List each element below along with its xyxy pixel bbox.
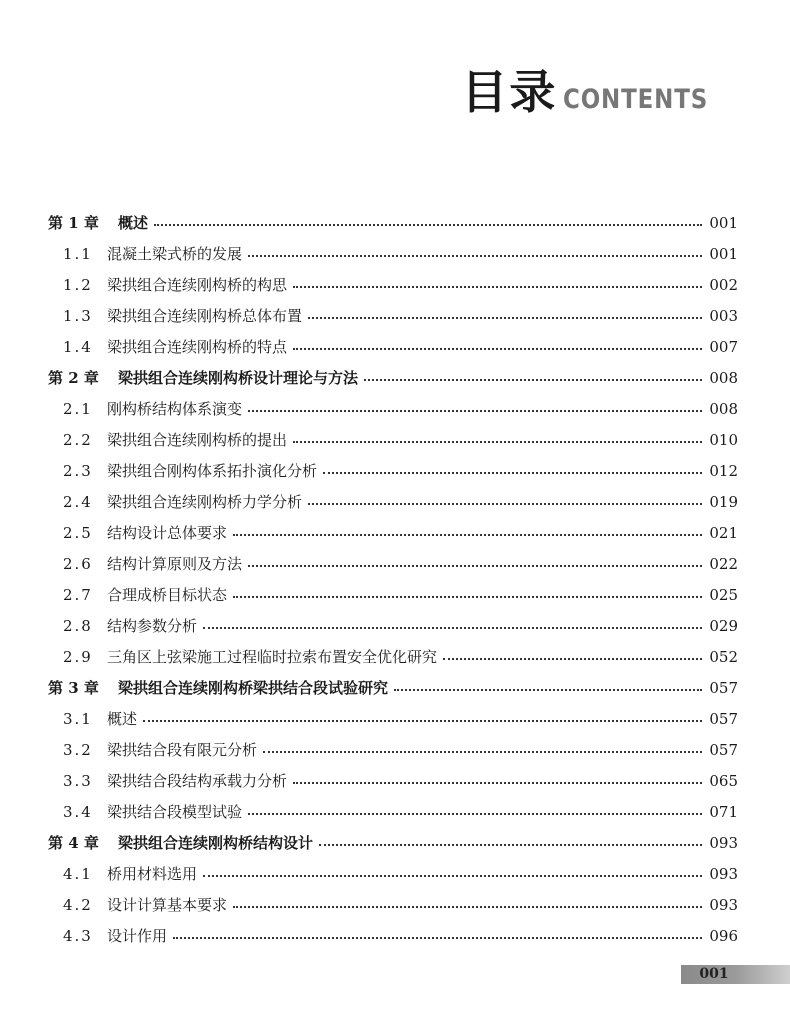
entry-page-number: 008 [709, 399, 738, 418]
section-title: 梁拱组合连续刚构桥总体布置 [107, 307, 303, 325]
toc-section-entry[interactable] [48, 269, 738, 300]
section-title: 概述 [107, 710, 138, 728]
chapter-title: 概述 [118, 214, 149, 232]
section-number: 1.2 [63, 275, 93, 294]
entry-page-number: 008 [709, 368, 738, 387]
entry-page-number: 019 [709, 492, 738, 511]
section-number: 2.9 [63, 647, 93, 666]
dot-leader [394, 689, 702, 691]
section-title: 混凝土梁式桥的发展 [107, 245, 243, 263]
section-number: 2.7 [63, 585, 93, 604]
entry-page-number: 057 [709, 740, 738, 759]
entry-page-number: 057 [709, 709, 738, 728]
toc-chapter-entry[interactable] [48, 362, 738, 393]
dot-leader [143, 720, 702, 722]
toc-section-entry[interactable] [48, 331, 738, 362]
toc-section-entry[interactable] [48, 300, 738, 331]
toc-section-entry[interactable] [48, 238, 738, 269]
entry-page-number: 025 [709, 585, 738, 604]
title-chinese: 目录 [461, 65, 558, 119]
entry-page-number: 093 [709, 895, 738, 914]
toc-section-entry[interactable] [48, 610, 738, 641]
dot-leader [233, 596, 702, 598]
entry-page-number: 001 [709, 213, 738, 232]
dot-leader [308, 503, 702, 505]
section-number: 4.2 [63, 895, 93, 914]
entry-page-number: 003 [709, 306, 738, 325]
entry-page-number: 093 [709, 833, 738, 852]
entry-page-number: 057 [709, 678, 738, 697]
section-title: 梁拱组合连续刚构桥的提出 [107, 431, 288, 449]
section-title: 梁拱结合段模型试验 [107, 803, 243, 821]
toc-section-entry[interactable] [48, 889, 738, 920]
toc-section-entry[interactable] [48, 486, 738, 517]
toc-section-entry[interactable] [48, 548, 738, 579]
dot-leader [233, 906, 702, 908]
section-number: 3.1 [63, 709, 93, 728]
chapter-title: 梁拱组合连续刚构桥设计理论与方法 [118, 369, 359, 387]
section-number: 2.4 [63, 492, 93, 511]
section-title: 梁拱结合段有限元分析 [107, 741, 258, 759]
toc-section-entry[interactable] [48, 517, 738, 548]
dot-leader [203, 875, 702, 877]
title-english: CONTENTS [563, 84, 709, 115]
dot-leader [248, 565, 702, 567]
toc-chapter-entry[interactable] [48, 207, 738, 238]
section-title: 结构设计总体要求 [107, 524, 228, 542]
toc-section-entry[interactable] [48, 703, 738, 734]
dot-leader [154, 224, 702, 226]
toc-section-entry[interactable] [48, 765, 738, 796]
section-number: 4.1 [63, 864, 93, 883]
dot-leader [443, 658, 702, 660]
entry-page-number: 093 [709, 864, 738, 883]
dot-leader [293, 286, 702, 288]
section-number: 2.3 [63, 461, 93, 480]
dot-leader [293, 348, 702, 350]
dot-leader [248, 813, 702, 815]
toc-section-entry[interactable] [48, 920, 738, 951]
dot-leader [293, 782, 702, 784]
toc-chapter-entry[interactable] [48, 827, 738, 858]
section-number: 3.3 [63, 771, 93, 790]
section-title: 梁拱组合刚构体系拓扑演化分析 [107, 462, 318, 480]
chapter-number: 第 3 章 [48, 679, 99, 697]
section-number: 2.5 [63, 523, 93, 542]
table-of-contents [48, 207, 738, 951]
section-title: 梁拱组合连续刚构桥力学分析 [107, 493, 303, 511]
section-title: 刚构桥结构体系演变 [107, 400, 243, 418]
toc-section-entry[interactable] [48, 579, 738, 610]
entry-page-number: 002 [709, 275, 738, 294]
dot-leader [293, 441, 702, 443]
entry-page-number: 065 [709, 771, 738, 790]
contents-header [461, 56, 734, 122]
section-title: 结构参数分析 [107, 617, 198, 635]
toc-section-entry[interactable] [48, 858, 738, 889]
entry-page-number: 007 [709, 337, 738, 356]
section-number: 1.3 [63, 306, 93, 325]
dot-leader [248, 410, 702, 412]
chapter-title: 梁拱组合连续刚构桥梁拱结合段试验研究 [118, 679, 389, 697]
entry-page-number: 052 [709, 647, 738, 666]
toc-section-entry[interactable] [48, 393, 738, 424]
dot-leader [364, 379, 702, 381]
toc-section-entry[interactable] [48, 796, 738, 827]
entry-page-number: 096 [709, 926, 738, 945]
section-number: 1.4 [63, 337, 93, 356]
entry-page-number: 010 [709, 430, 738, 449]
dot-leader [319, 844, 702, 846]
section-number: 3.4 [63, 802, 93, 821]
entry-page-number: 022 [709, 554, 738, 573]
section-title: 梁拱组合连续刚构桥的构思 [107, 276, 288, 294]
dot-leader [203, 627, 702, 629]
dot-leader [323, 472, 702, 474]
section-title: 设计计算基本要求 [107, 896, 228, 914]
section-number: 3.2 [63, 740, 93, 759]
dot-leader [233, 534, 702, 536]
dot-leader [308, 317, 702, 319]
section-title: 梁拱结合段结构承载力分析 [107, 772, 288, 790]
dot-leader [173, 937, 702, 939]
section-title: 结构计算原则及方法 [107, 555, 243, 573]
entry-page-number: 012 [709, 461, 738, 480]
chapter-number: 第 2 章 [48, 369, 99, 387]
section-title: 三角区上弦梁施工过程临时拉索布置安全优化研究 [107, 648, 438, 666]
section-number: 2.1 [63, 399, 93, 418]
dot-leader [248, 255, 702, 257]
toc-chapter-entry[interactable] [48, 672, 738, 703]
toc-section-entry[interactable] [48, 455, 738, 486]
section-number: 4.3 [63, 926, 93, 945]
section-number: 1.1 [63, 244, 93, 263]
section-title: 桥用材料选用 [107, 865, 198, 883]
section-number: 2.8 [63, 616, 93, 635]
chapter-number: 第 4 章 [48, 834, 99, 852]
entry-page-number: 021 [709, 523, 738, 542]
entry-page-number: 001 [709, 244, 738, 263]
page-number: 001 [699, 966, 729, 982]
section-title: 设计作用 [107, 927, 168, 945]
toc-section-entry[interactable] [48, 424, 738, 455]
entry-page-number: 029 [709, 616, 738, 635]
chapter-title: 梁拱组合连续刚构桥结构设计 [118, 834, 314, 852]
toc-section-entry[interactable] [48, 734, 738, 765]
section-title: 梁拱组合连续刚构桥的特点 [107, 338, 288, 356]
entry-page-number: 071 [709, 802, 738, 821]
dot-leader [263, 751, 702, 753]
chapter-number: 第 1 章 [48, 214, 99, 232]
section-title: 合理成桥目标状态 [107, 586, 228, 604]
section-number: 2.6 [63, 554, 93, 573]
section-number: 2.2 [63, 430, 93, 449]
toc-section-entry[interactable] [48, 641, 738, 672]
